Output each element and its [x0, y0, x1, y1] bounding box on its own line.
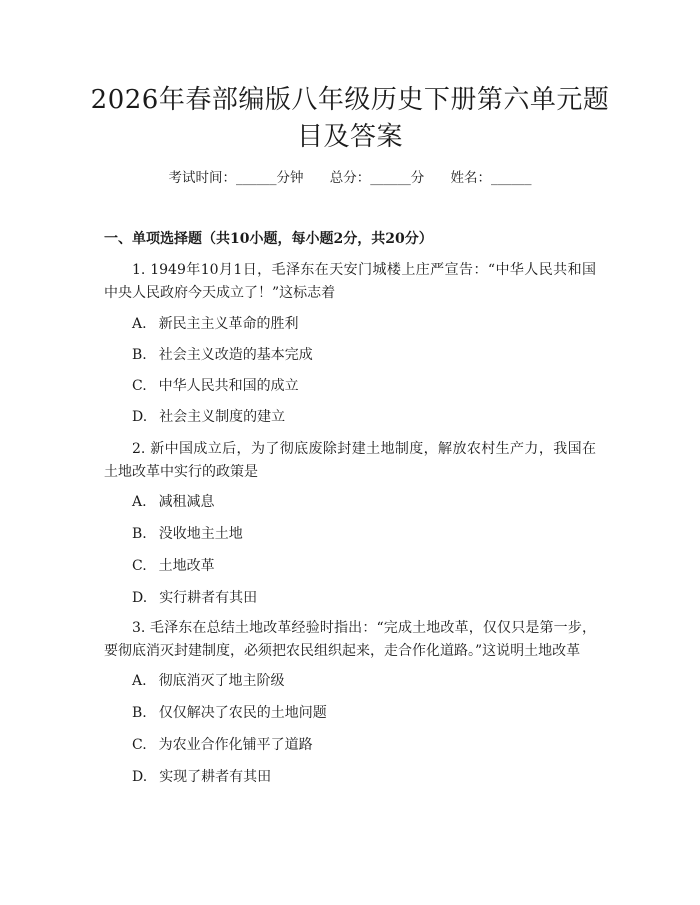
question-3-option-d [132, 767, 271, 787]
question-2-option-b [132, 524, 243, 544]
option-letter: B. [132, 705, 147, 721]
option-text: 仅仅解决了农民的土地问题 [158, 705, 327, 721]
option-text: 新民主主义革命的胜利 [158, 316, 299, 332]
question-1-option-d [132, 407, 285, 427]
question-2: 2. 新中国成立后，为了彻底废除封建土地制度，解放农村生产力，我国在土地改革中实行的政策是 [104, 441, 596, 480]
question-1-option-c [132, 376, 299, 396]
question-2-option-d [132, 588, 257, 608]
question-1-option-b [132, 345, 313, 365]
option-text: 社会主义改造的基本完成 [158, 347, 313, 363]
option-text: 彻底消灭了地主阶级 [158, 673, 285, 689]
question-2-option-a [132, 492, 215, 512]
question-1: 1. 1949年10月1日，毛泽东在天安门城楼上庄严宣告：“中华人民共和国中央人民政府今天成立了！”这标志着 [104, 262, 596, 301]
option-letter: A. [132, 316, 147, 332]
option-text: 中华人民共和国的成立 [158, 378, 299, 394]
option-text: 实行耕者有其田 [159, 590, 258, 606]
option-letter: C. [132, 378, 147, 394]
option-letter: A. [132, 673, 147, 689]
option-letter: C. [132, 737, 147, 753]
option-text: 没收地主土地 [158, 526, 243, 542]
exam-info-line [0, 168, 700, 188]
question-1-option-a [132, 314, 299, 334]
option-text: 土地改革 [158, 558, 215, 574]
question-2-option-c [132, 556, 215, 576]
option-letter: B. [132, 347, 147, 363]
question-3-option-b [132, 703, 327, 723]
option-letter: A. [132, 494, 147, 510]
option-letter: D. [132, 769, 148, 785]
option-letter: C. [132, 558, 147, 574]
question-3-option-a [132, 671, 285, 691]
option-letter: B. [132, 526, 147, 542]
question-3-option-c [132, 735, 313, 755]
option-text: 为农业合作化铺平了道路 [158, 737, 313, 753]
question-3: 3. 毛泽东在总结土地改革经验时指出：“完成土地改革，仅仅只是第一步，要彻底消灭封建制度，必须把农民组织起来，走合作化道路。”这说明土地改革 [104, 620, 596, 659]
option-letter: D. [132, 409, 148, 425]
exam-time-field: 考试时间：______分钟 [168, 170, 304, 186]
option-text: 社会主义制度的建立 [159, 409, 286, 425]
total-score-field: 总分：______分 [329, 170, 425, 186]
section-heading: 一、单项选择题（共10小题，每小题2分，共20分） [104, 231, 433, 247]
option-text: 实现了耕者有其田 [159, 769, 272, 785]
option-letter: D. [132, 590, 148, 606]
student-name-field: 姓名：______ [450, 170, 532, 186]
document-title: 2026年春部编版八年级历史下册第六单元题目及答案 [90, 85, 610, 152]
option-text: 减租减息 [158, 494, 215, 510]
